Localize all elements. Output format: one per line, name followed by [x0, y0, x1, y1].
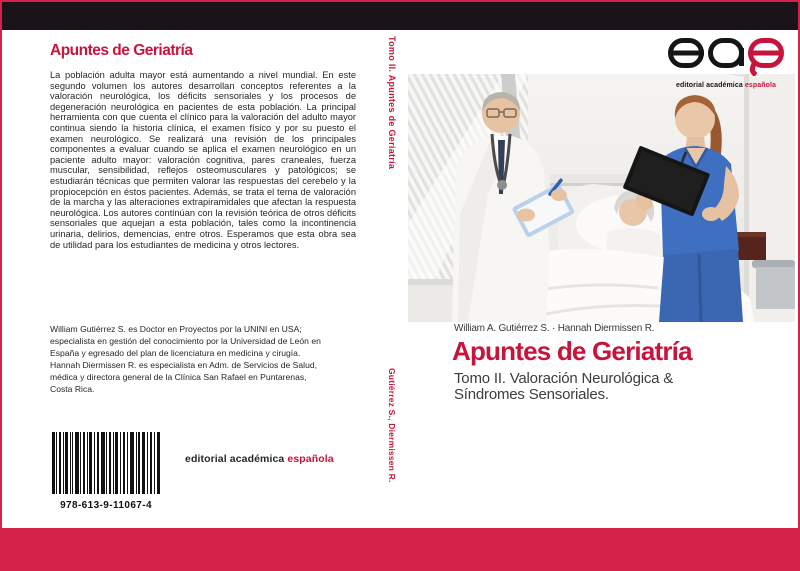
barcode-icon: [52, 432, 160, 494]
back-cover-title: Apuntes de Geriatría: [50, 42, 193, 59]
isbn-number: 978-613-9-11067-4: [60, 500, 152, 511]
front-cover-subtitle: [454, 371, 673, 402]
publisher-name-black: editorial académica: [185, 453, 285, 465]
publisher-name-red: española: [287, 453, 334, 465]
cover-photo: [408, 74, 795, 322]
subtitle-line-1: Tomo II. Valoración Neurológica &: [454, 370, 674, 387]
back-cover-synopsis: La población adulta mayor está aumentando a nivel mundial. En este segundo volumen los autores desarrollan conceptos referentes a la valoración neurológica, los déficits sensoriales y los procesos de degeneración neurológica en pacientes de esta población. La principal herramienta con que cuenta el clínico para la valoración del adulto mayor continua siendo la historia clínica, el examen físico y por su puesto el examen neurológico. Se realizará una revisión de los principales componentes a evaluar cuando se aplica el examen neurológico en un paciente adulto mayor: valoración cognitiva, pares craneales, fuerza muscular, sensibilidad, reflejos osteomusculares y patológicos; se estudiarán técnicas que permiten valorar las respuestas del cerebelo y la propiocepción en éstos pacientes. Además, se trata el tema de valoración de la marcha y las alteraciones extrapiramidales que afectan la respuesta neurológica. Los autores continúan con la revisión teórica de otros déficits sensoriales que aquejan a esta población, tales como la incontinencia urinaria, delirios, demencias, entre otros. Esperamos que esta obra sea de utilidad para los estudiantes de medicina y otros lectores.: [50, 70, 356, 250]
spine-authors: Gutiérrez S., Diermissen R.: [387, 368, 397, 483]
bottom-red-band: [0, 528, 800, 571]
publisher-name-back: [185, 453, 334, 465]
eae-logo-icon: [668, 36, 784, 76]
eae-logo: [668, 36, 784, 89]
logo-tagline-red: española: [744, 82, 777, 89]
eae-logo-tagline: [668, 82, 784, 89]
front-cover-authors: William A. Gutiérrez S. · Hannah Diermissen R.: [454, 323, 655, 334]
logo-tagline-black: editorial académica: [675, 82, 743, 89]
isbn-barcode-block: [52, 432, 160, 511]
author-bio: William Gutiérrez S. es Doctor en Proyectos por la UNINI en USA; especialista en gestión del conocimiento por la Universidad de León en España y egresado del plan de licenciatura en medicina y cirugía. Hannah Diermissen R. es especialista en Adm. de Servicios de Salud, médica y directora general de la Clínica San Rafael en Puntarenas, Costa Rica.: [50, 324, 321, 395]
spine-title: Tomo II. Apuntes de Geriatría: [387, 36, 397, 170]
subtitle-line-2: Síndromes Sensoriales.: [454, 385, 609, 403]
front-cover-title: Apuntes de Geriatría: [452, 336, 692, 366]
top-black-bar: [2, 2, 798, 30]
